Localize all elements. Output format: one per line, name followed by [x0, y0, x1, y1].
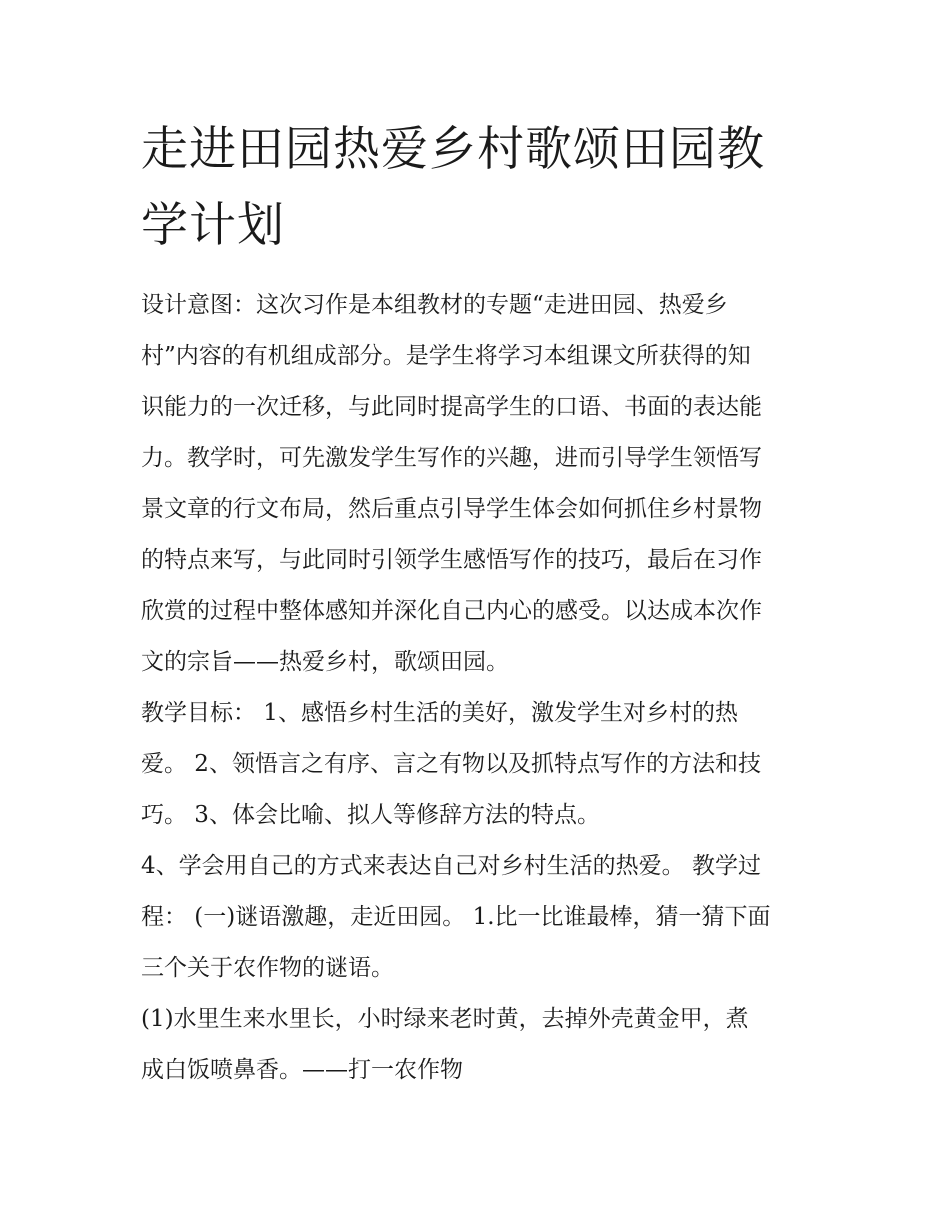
body-line-12: 4、学会用自己的方式来表达自己对乡村生活的热爱。 教学过 — [141, 853, 761, 879]
body-line-15: (1)水里生来水里长，小时绿来老时黄，去掉外壳黄金甲，煮 — [141, 1006, 749, 1032]
body-line-14: 三个关于农作物的谜语。 — [141, 955, 394, 981]
body-line-11: 巧。 3、体会比喻、拟人等修辞方法的特点。 — [141, 802, 600, 828]
body-line-7: 欣赏的过程中整体感知并深化自己内心的感受。以达成本次作 — [141, 598, 762, 624]
title-line-1: 走进田园热爱乡村歌颂田园教 — [141, 122, 765, 177]
body-line-9: 教学目标： 1、感悟乡村生活的美好，激发学生对乡村的热 — [141, 700, 738, 726]
document-title — [141, 112, 821, 264]
body-line-3: 识能力的一次迁移，与此同时提高学生的口语、书面的表达能 — [141, 394, 762, 420]
body-line-5: 景文章的行文布局，然后重点引导学生体会如何抓住乡村景物 — [141, 496, 762, 522]
body-line-2: 村”内容的有机组成部分。是学生将学习本组课文所获得的知 — [141, 343, 751, 369]
body-line-4: 力。教学时，可先激发学生写作的兴趣，进而引导学生领悟写 — [141, 445, 762, 471]
title-line-2: 学计划 — [141, 198, 285, 253]
body-line-8: 文的宗旨——热爱乡村，歌颂田园。 — [141, 649, 509, 675]
body-line-10: 爱。 2、领悟言之有序、言之有物以及抓特点写作的方法和技 — [141, 751, 761, 777]
document-body — [141, 280, 821, 1096]
body-line-1: 设计意图：这次习作是本组教材的专题“走进田园、热爱乡 — [141, 292, 728, 318]
body-line-13: 程： (一)谜语激趣，走近田园。 1.比一比谁最棒，猜一猜下面 — [141, 904, 771, 930]
body-line-6: 的特点来写，与此同时引领学生感悟写作的技巧，最后在习作 — [141, 547, 762, 573]
body-line-16: 成白饭喷鼻香。——打一农作物 — [141, 1057, 463, 1083]
